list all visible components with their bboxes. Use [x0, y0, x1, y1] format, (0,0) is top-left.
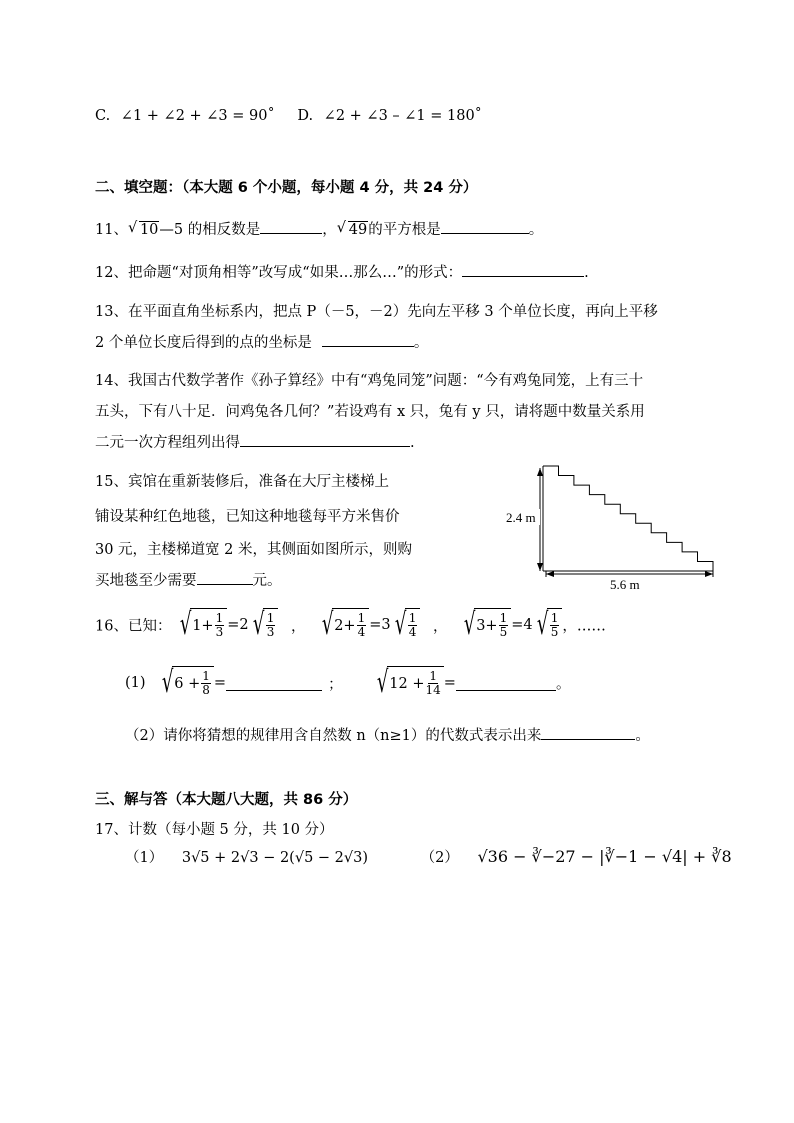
fraction-denominator: 8	[202, 683, 210, 697]
q11-separator: ，	[322, 222, 337, 238]
q11-answer-blank-2[interactable]	[441, 219, 529, 234]
part-2-answer-blank[interactable]	[541, 725, 635, 740]
example-3-whole: 3+	[476, 617, 498, 634]
section-2-title: 二、填空题：（本大题 6 个小题，每小题 4 分，共 24 分）	[95, 180, 478, 196]
part-1b-answer-blank[interactable]	[456, 676, 556, 691]
part-1b-fraction	[426, 670, 441, 697]
question-15-line-3: 30 元，主楼梯道宽 2 米，其侧面如图所示，则购	[95, 542, 413, 558]
radical-sign: √	[394, 607, 406, 642]
example-2-left-sqrt	[318, 608, 369, 642]
example-separator: ，	[432, 618, 448, 635]
fraction-numerator: 1	[429, 669, 437, 683]
radical-sign: √	[161, 665, 174, 700]
question-16-part-1	[125, 666, 570, 700]
fraction-numerator: 1	[202, 669, 210, 683]
fraction-denominator: 3	[215, 625, 224, 639]
part-1a-answer-blank[interactable]	[226, 676, 322, 691]
q11-number: 11、	[95, 222, 128, 238]
section-3-title: 三、解与答（本大题八大题，共 86 分）	[95, 792, 358, 808]
example-3-right-sqrt	[533, 608, 563, 642]
question-13-line-2	[95, 331, 428, 352]
q14-answer-blank[interactable]	[240, 432, 410, 447]
part-1a-sqrt	[158, 666, 214, 700]
example-2-coefficient: =3	[369, 617, 391, 633]
fraction-numerator: 1	[215, 611, 224, 625]
part-1a-whole: 6 +	[174, 675, 201, 692]
question-14-line-3	[95, 431, 415, 452]
question-12	[95, 261, 589, 282]
part-1-separator: ；	[328, 676, 343, 693]
q14-text: 二元一次方程组列出得	[95, 435, 240, 451]
part-1b-whole: 12 +	[389, 675, 425, 692]
radical-sign: √	[376, 665, 389, 700]
radical-sign: √	[321, 607, 334, 642]
example-3-coefficient: =4	[511, 617, 533, 633]
q11-end: 。	[528, 222, 544, 238]
option-d-expression: ∠2 + ∠3 – ∠1 = 180˚	[323, 108, 482, 124]
question-16-examples	[95, 608, 606, 642]
fraction-numerator: 1	[357, 611, 366, 625]
fraction-numerator: 1	[408, 611, 417, 625]
example-2-right-fraction	[408, 612, 418, 639]
fraction-numerator: 1	[499, 611, 508, 625]
fraction-denominator: 4	[408, 625, 417, 639]
option-d-label: D.	[297, 108, 314, 124]
question-17-title: 17、计数（每小题 5 分，共 10 分）	[95, 822, 334, 838]
question-16-part-2	[125, 724, 650, 745]
fraction-denominator: 5	[499, 625, 508, 639]
q12-end: .	[584, 265, 589, 281]
part-1-end: 。	[555, 676, 571, 693]
q13-answer-blank[interactable]	[322, 332, 414, 347]
question-17-parts	[125, 846, 732, 867]
example-1-right-fraction	[266, 612, 276, 639]
sqrt-49	[337, 222, 368, 238]
sqrt-49-radicand: 49	[348, 222, 368, 238]
radical-sign: √	[463, 607, 476, 642]
choice-options-row	[95, 108, 482, 124]
part-1a-fraction	[201, 670, 211, 697]
q16-part-2-text: （2）请你将猜想的规律用含自然数 n（n≥1）的代数式表示出来	[125, 728, 542, 744]
example-1-right-sqrt	[249, 608, 279, 642]
q13-end: 。	[413, 335, 429, 351]
example-3-left-sqrt	[460, 608, 511, 642]
question-14-line-1: 14、我国古代数学著作《孙子算经》中有“鸡兔同笼”问题：“今有鸡兔同笼，上有三十	[95, 373, 644, 389]
question-11	[95, 218, 543, 239]
example-1-coefficient: =2	[227, 617, 249, 633]
radical-sign: √	[536, 607, 548, 642]
example-3-right-fraction	[550, 612, 560, 639]
q16-part-1-label: (1)	[125, 675, 146, 691]
radical-sign: √	[179, 607, 192, 642]
example-2-fraction	[357, 612, 367, 639]
width-arrow-right	[705, 571, 713, 577]
option-c-label: C.	[95, 108, 111, 124]
question-15-line-1: 15、宾馆在重新装修后，准备在大厅主楼梯上	[95, 474, 389, 490]
q14-end: .	[410, 435, 415, 451]
example-1-whole: 1+	[192, 617, 214, 634]
q13-text: 2 个单位长度后得到的点的坐标是	[95, 335, 312, 351]
examples-ellipsis: ，……	[562, 618, 606, 635]
q11-answer-blank-1[interactable]	[260, 219, 322, 234]
part-1b-sqrt	[373, 666, 444, 700]
fraction-numerator: 1	[266, 611, 275, 625]
q17-part-2-label: （2）	[420, 850, 459, 866]
example-1-fraction	[215, 612, 225, 639]
q15-end: 元。	[252, 573, 282, 589]
q17-part-1-label: （1）	[125, 850, 164, 866]
sqrt-10-radicand: 10	[139, 222, 159, 238]
example-2-whole: 2+	[334, 617, 356, 634]
q15-text: 买地毯至少需要	[95, 573, 197, 589]
fraction-denominator: 5	[550, 625, 559, 639]
q11-text-2: 的平方根是	[368, 222, 441, 238]
part-1a-equals: =	[213, 675, 227, 691]
example-separator: ，	[290, 618, 306, 635]
fraction-denominator: 3	[266, 625, 275, 639]
width-arrow-left	[546, 571, 554, 577]
radical-sign: √	[252, 607, 264, 642]
sqrt-10	[128, 222, 159, 238]
q17-part-2-expression: √36 − ∛−27 − |∛−1 − √4| + ∛8	[477, 847, 732, 866]
example-2-right-sqrt	[391, 608, 421, 642]
q11-text-1: —5 的相反数是	[159, 222, 261, 238]
q16-intro: 16、已知：	[95, 618, 172, 635]
fraction-denominator: 4	[357, 625, 366, 639]
question-13-line-1: 13、在平面直角坐标系内，把点 P（－5，－2）先向左平移 3 个单位长度，再向上平移	[95, 304, 658, 320]
q12-answer-blank[interactable]	[462, 262, 584, 277]
question-15-line-4	[95, 569, 282, 590]
part-2-end: 。	[635, 728, 650, 744]
q17-part-1-expression: 3√5 + 2√3 − 2(√5 − 2√3)	[181, 850, 369, 866]
example-1-left-sqrt	[176, 608, 227, 642]
example-3-fraction	[499, 612, 509, 639]
option-c-expression: ∠1 + ∠2 + ∠3 = 90˚	[120, 108, 275, 124]
q12-text: 12、把命题“对顶角相等”改写成“如果…那么…”的形式：	[95, 265, 463, 281]
staircase-profile	[543, 466, 713, 571]
part-1b-equals: =	[443, 675, 456, 691]
fraction-denominator: 14	[425, 683, 441, 697]
width-label: 5.6 m	[610, 577, 640, 592]
height-label: 2.4 m	[506, 510, 536, 525]
q15-answer-blank[interactable]	[197, 570, 253, 585]
height-arrow-bottom	[537, 563, 543, 571]
staircase-figure	[500, 463, 720, 593]
height-arrow-top	[537, 468, 543, 476]
fraction-numerator: 1	[550, 611, 559, 625]
question-14-line-2: 五头，下有八十足．问鸡兔各几何？”若设鸡有 x 只，兔有 y 只，请将题中数量关系用	[95, 404, 645, 420]
question-15-line-2: 铺设某种红色地毯，已知这种地毯每平方米售价	[95, 509, 400, 525]
